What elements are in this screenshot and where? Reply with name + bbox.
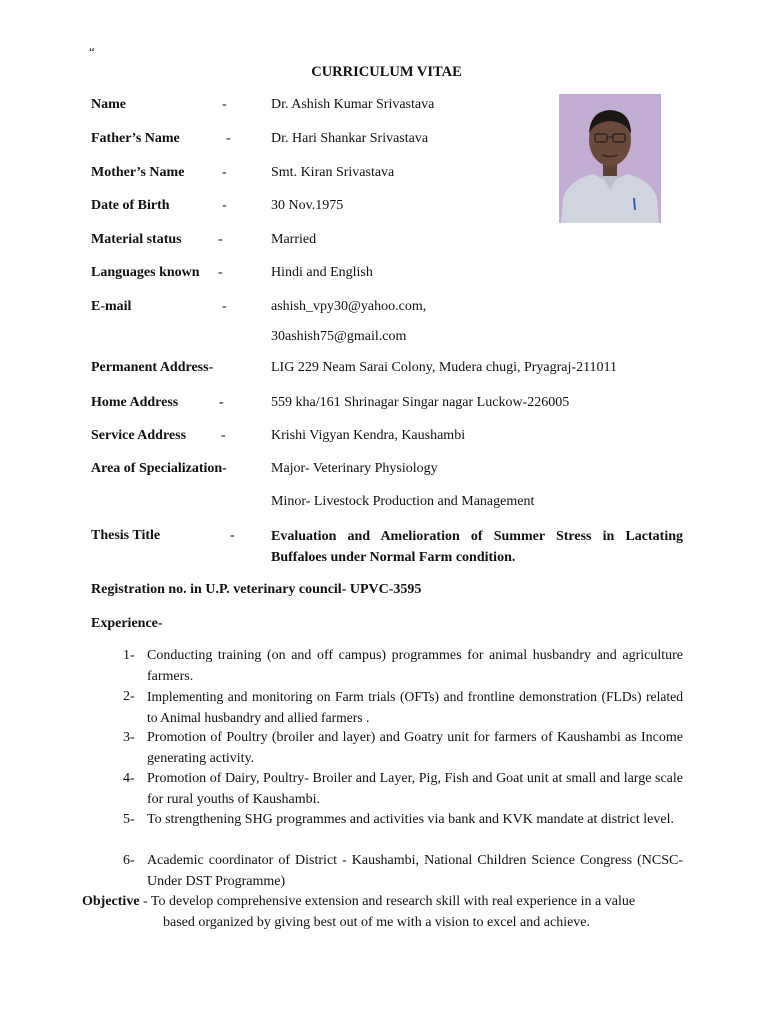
- specialization-major: Major- Veterinary Physiology: [271, 461, 438, 476]
- permanent-address-label: Permanent Address-: [91, 360, 214, 375]
- experience-heading: Experience-: [91, 616, 163, 631]
- service-address-label: Service Address: [91, 428, 187, 443]
- name-separator: -: [222, 97, 227, 112]
- thesis-title-label: Thesis Title: [91, 528, 161, 543]
- portrait-illustration: [559, 94, 661, 223]
- experience-item: To strengthening SHG programmes and activities via bank and KVK mandate at district level.: [147, 812, 674, 827]
- marital-status-value: Married: [271, 232, 317, 247]
- email-separator: -: [222, 299, 227, 314]
- experience-item-number: 3-: [123, 730, 135, 745]
- home-address-separator: -: [219, 395, 224, 410]
- specialization-label: Area of Specialization-: [91, 461, 227, 476]
- dob-separator: -: [222, 198, 227, 213]
- experience-item: Conducting training (on and off campus) programmes for animal husbandry and agriculture farmers.: [147, 648, 683, 684]
- home-address-label: Home Address: [91, 395, 179, 410]
- objective-text-line-1: - To develop comprehensive extension and research skill with real experience in a value: [143, 894, 636, 909]
- profile-photo: [559, 94, 661, 223]
- experience-item-number: 5-: [123, 812, 135, 827]
- experience-item: Implementing and monitoring on Farm trials (OFTs) and frontline demonstration (FLDs) related to Animal husbandry and allied farmers .: [147, 689, 683, 725]
- email-label: E-mail: [91, 299, 132, 314]
- pen-in-pocket: [634, 198, 635, 210]
- email-value-1: ashish_vpy30@yahoo.com,: [271, 299, 427, 314]
- dob-label: Date of Birth: [91, 198, 170, 213]
- permanent-address-value: LIG 229 Neam Sarai Colony, Mudera chugi, Pryagraj-211011: [271, 360, 618, 375]
- experience-item-number: 1-: [123, 648, 135, 663]
- specialization-minor: Minor- Livestock Production and Management: [271, 494, 535, 509]
- father-name-value: Dr. Hari Shankar Srivastava: [271, 131, 429, 146]
- languages-separator: -: [218, 265, 223, 280]
- mother-name-label: Mother’s Name: [91, 165, 185, 180]
- stray-quote-mark: “: [89, 44, 95, 59]
- father-name-label: Father’s Name: [91, 131, 180, 146]
- experience-item: Academic coordinator of District - Kaushambi, National Children Science Congress (NCSC- Under DST Programme): [147, 853, 683, 889]
- languages-label: Languages known: [91, 265, 200, 280]
- mother-name-value: Smt. Kiran Srivastava: [271, 165, 395, 180]
- name-label: Name: [91, 97, 126, 112]
- thesis-title-value: Evaluation and Amelioration of Summer Stress in Lactating Buffaloes under Normal Farm condition.: [271, 529, 683, 565]
- thesis-separator: -: [230, 528, 235, 543]
- service-address-separator: -: [221, 428, 226, 443]
- marital-status-label: Material status: [91, 232, 182, 247]
- experience-item: Promotion of Poultry (broiler and layer) and Goatry unit for farmers of Kaushambi as Income generating activity.: [147, 730, 683, 766]
- home-address-value: 559 kha/161 Shrinagar Singar nagar Luckow-226005: [271, 395, 570, 410]
- dob-value: 30 Nov.1975: [271, 198, 344, 213]
- father-name-separator: -: [226, 131, 231, 146]
- registration-number: Registration no. in U.P. veterinary council- UPVC-3595: [91, 582, 422, 597]
- name-value: Dr. Ashish Kumar Srivastava: [271, 97, 435, 112]
- experience-item-number: 2-: [123, 689, 135, 704]
- email-value-2: 30ashish75@gmail.com: [271, 329, 407, 344]
- objective-text-line-2: based organized by giving best out of me with a vision to excel and achieve.: [163, 915, 591, 930]
- service-address-value: Krishi Vigyan Kendra, Kaushambi: [271, 428, 466, 443]
- marital-status-separator: -: [218, 232, 223, 247]
- languages-value: Hindi and English: [271, 265, 373, 280]
- experience-item: Promotion of Dairy, Poultry- Broiler and Layer, Pig, Fish and Goat unit at small and large scale for rural youths of Kaushambi.: [147, 771, 683, 807]
- experience-item-number: 6-: [123, 853, 135, 868]
- objective-label: Objective: [82, 894, 140, 909]
- experience-item-number: 4-: [123, 771, 135, 786]
- mother-name-separator: -: [222, 165, 227, 180]
- document-title: CURRICULUM VITAE: [311, 64, 462, 80]
